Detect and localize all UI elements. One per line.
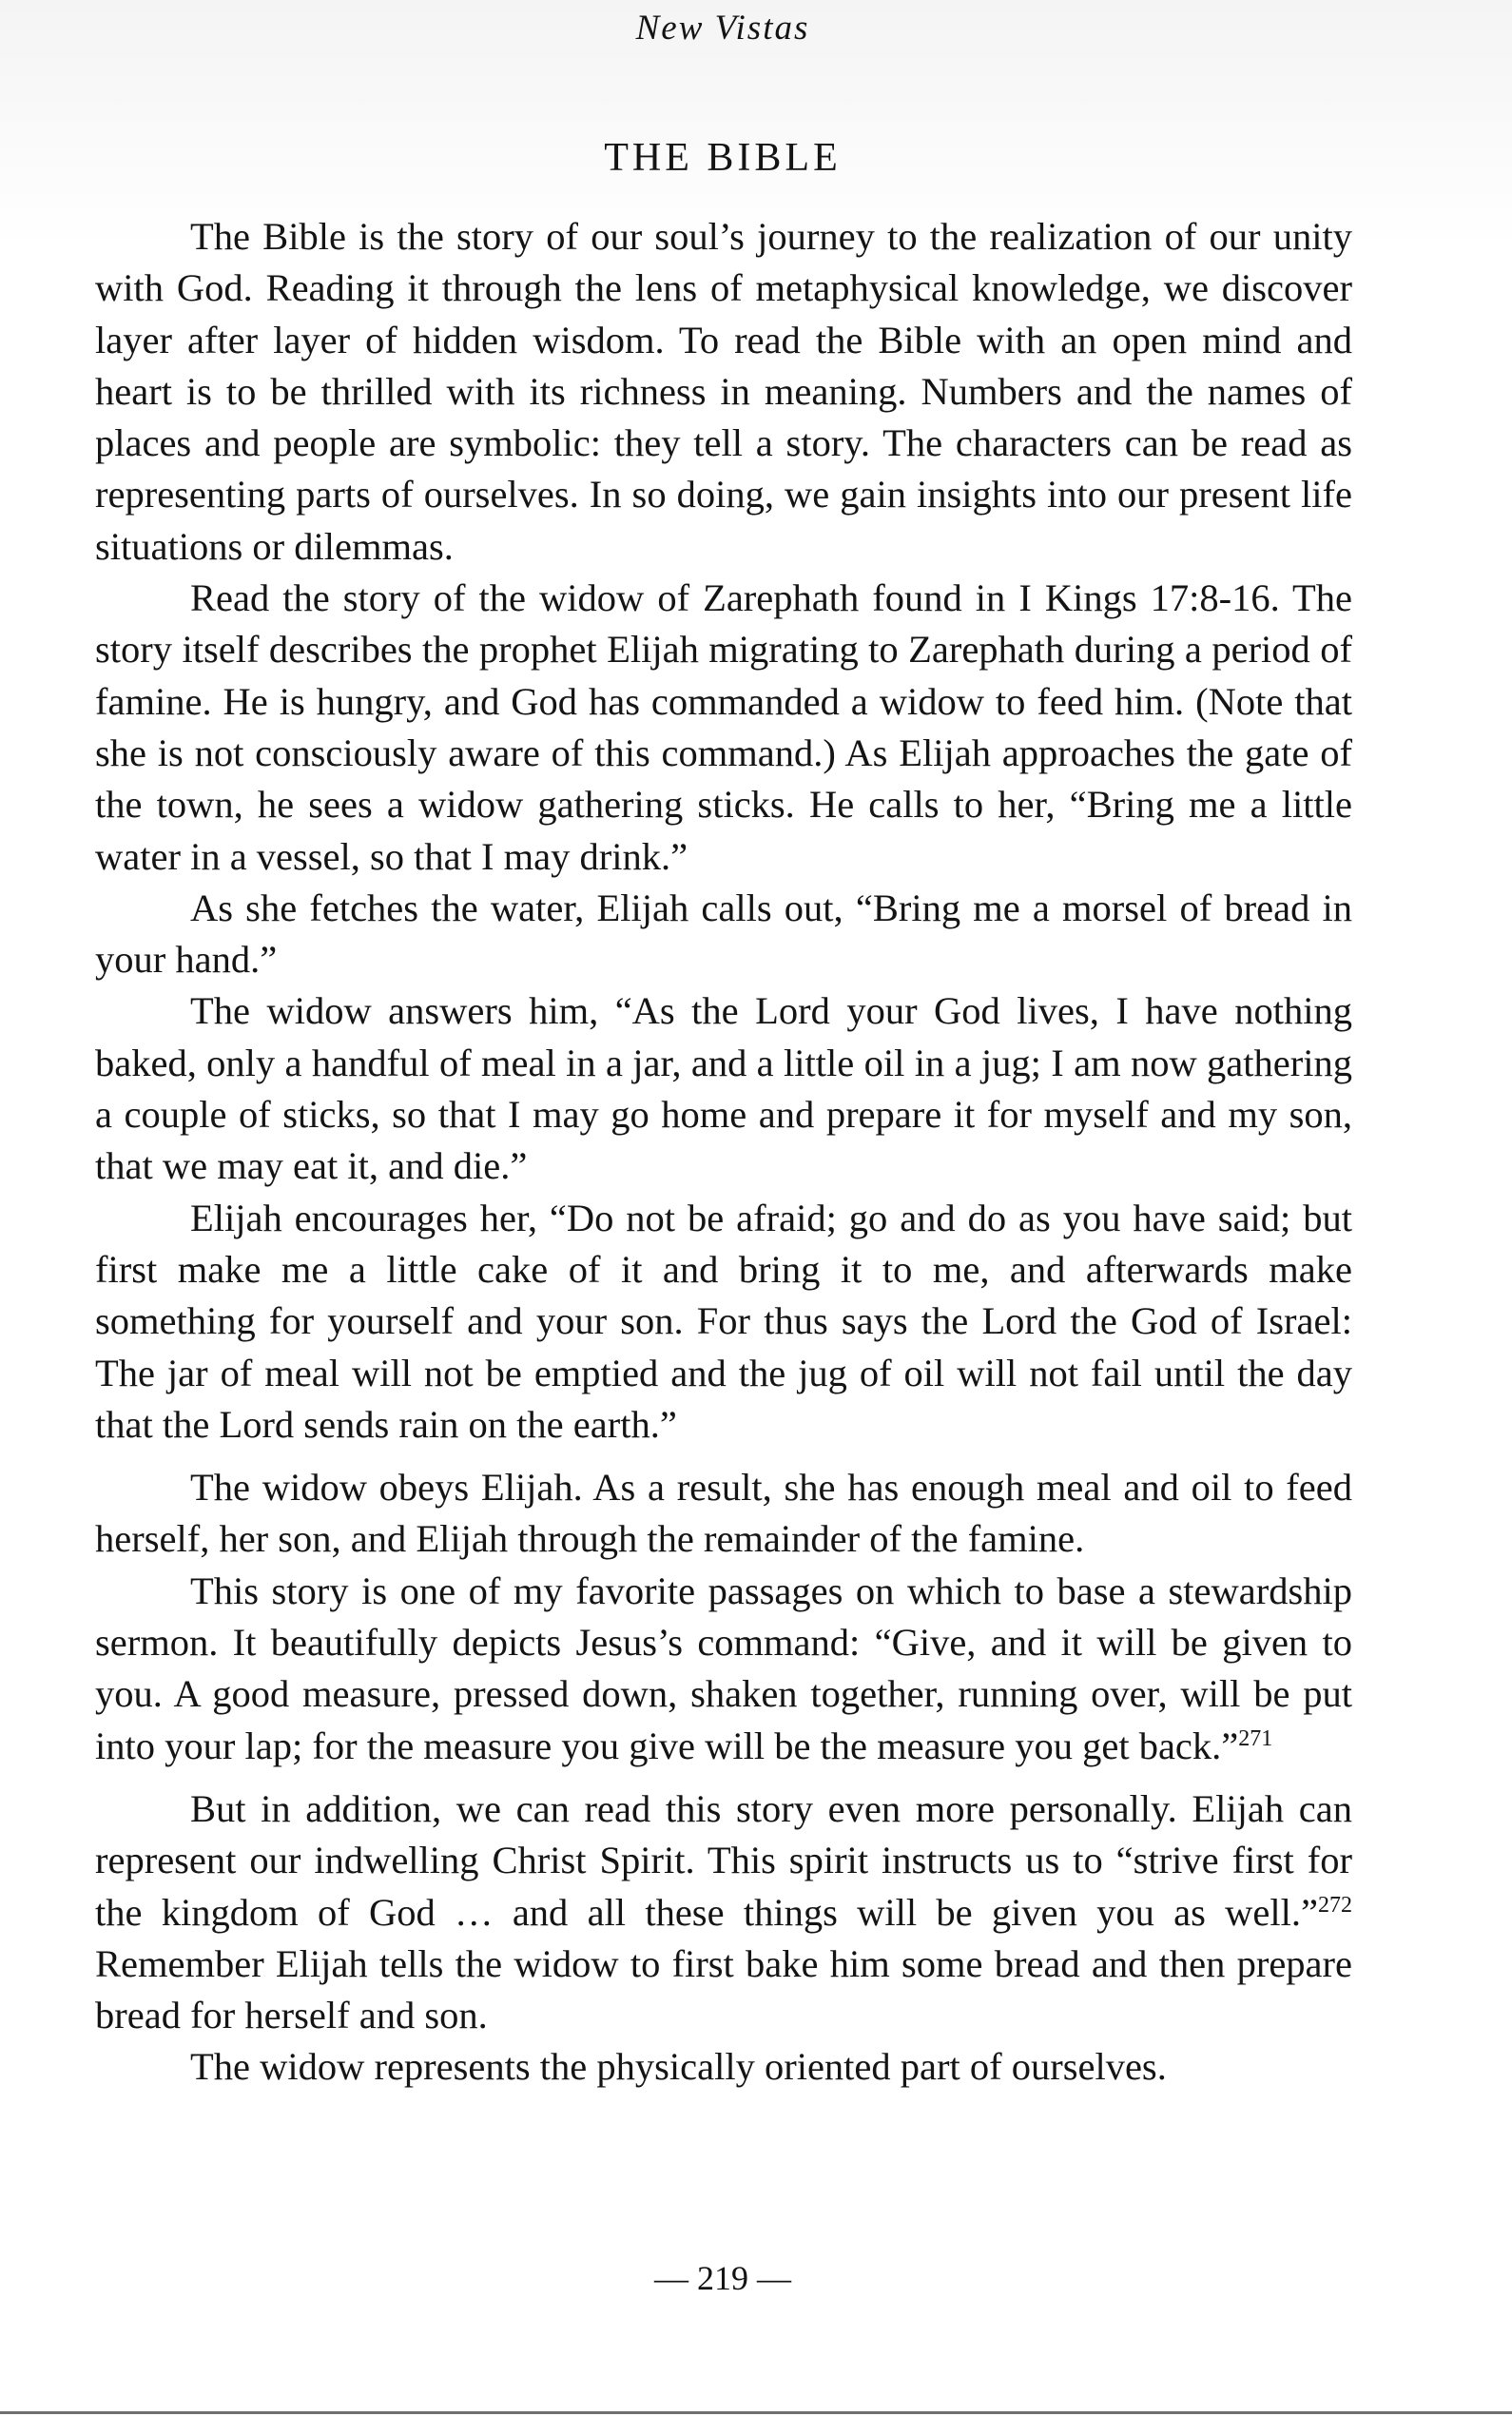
paragraph-morsel: As she fetches the water, Elijah calls out, “Bring me a morsel of bread in your hand.” [95, 886, 1352, 982]
stewardship-text: This story is one of my favorite passages on which to base a stewardship sermon. It beautifully depicts Jesus’s command: “Give, and it will be given to you. A good measure, pressed down, shaken together, running over, will be put into your lap; for the measure you give will be the measure you get back.” [95, 1569, 1352, 1767]
paragraph-widow-story: Read the story of the widow of Zarephath found in I Kings 17:8-16. The story itself describes the prophet Elijah migrating to Zarephath during a period of famine. He is hungry, and God has commanded a widow to feed him. (Note that she is not consciously aware of this command.) As Elijah approaches the gate of the town, he sees a widow gathering sticks. He calls to her, “Bring me a little water in a vessel, so that I may drink.” [95, 576, 1352, 878]
running-header: New Vistas [635, 9, 810, 48]
paragraph-widow-represents: The widow represents the physically oriented part of ourselves. [190, 2045, 1167, 2089]
paragraph-widow-answer: The widow answers him, “As the Lord your God lives, I have nothing baked, only a handful of meal in a jar, and a little oil in a jug; I am now gathering a couple of sticks, so that I may go home and prepare it for myself and my son, that we may eat it, and die.” [95, 989, 1352, 1188]
body-text [95, 211, 1352, 2094]
paragraph-widow-obeys: The widow obeys Elijah. As a result, she has enough meal and oil to feed herself, her son, and Elijah through the remainder of the famine. [95, 1466, 1352, 1561]
chapter-title: THE BIBLE [604, 136, 842, 180]
christ-spirit-text-continued: Remember Elijah tells the widow to first bake him some bread and then prepare bread for herself and son. [95, 1941, 1352, 2037]
paragraph-elijah-encourages: Elijah encourages her, “Do not be afraid; go and do as you have said; but first make me a little cake of it and bring it to me, and afterwards make something for yourself and your son. For thus says the Lord the God of Israel: The jar of meal will not be emptied and the jug of oil will not fail until the day that the Lord sends rain on the earth.” [95, 1196, 1352, 1446]
paragraph-stewardship [95, 1566, 1352, 1772]
paragraph-christ-spirit [95, 1783, 1352, 2041]
page-number: — 219 — [654, 2259, 791, 2297]
footnote-ref-271: 271 [1238, 1725, 1273, 1751]
footnote-ref-272: 272 [1318, 1892, 1352, 1918]
bottom-edge-rule [0, 2411, 1512, 2414]
paragraph-intro: The Bible is the story of our soul’s journey to the realization of our unity with God. Reading it through the lens of metaphysical knowledge, we discover layer after layer of hidden wisdom. To read the Bible with an open mind and heart is to be thrilled with its richness in meaning. Numbers and the names of places and people are symbolic: they tell a story. The characters can be read as representing parts of ourselves. In so doing, we gain insights into our present life situations or dilemmas. [95, 215, 1352, 568]
christ-spirit-text: But in addition, we can read this story even more personally. Elijah can represent our indwelling Christ Spirit. This spirit instructs us to “strive first for the kingdom of God … and all these things will be given you as well.” [95, 1786, 1352, 1934]
